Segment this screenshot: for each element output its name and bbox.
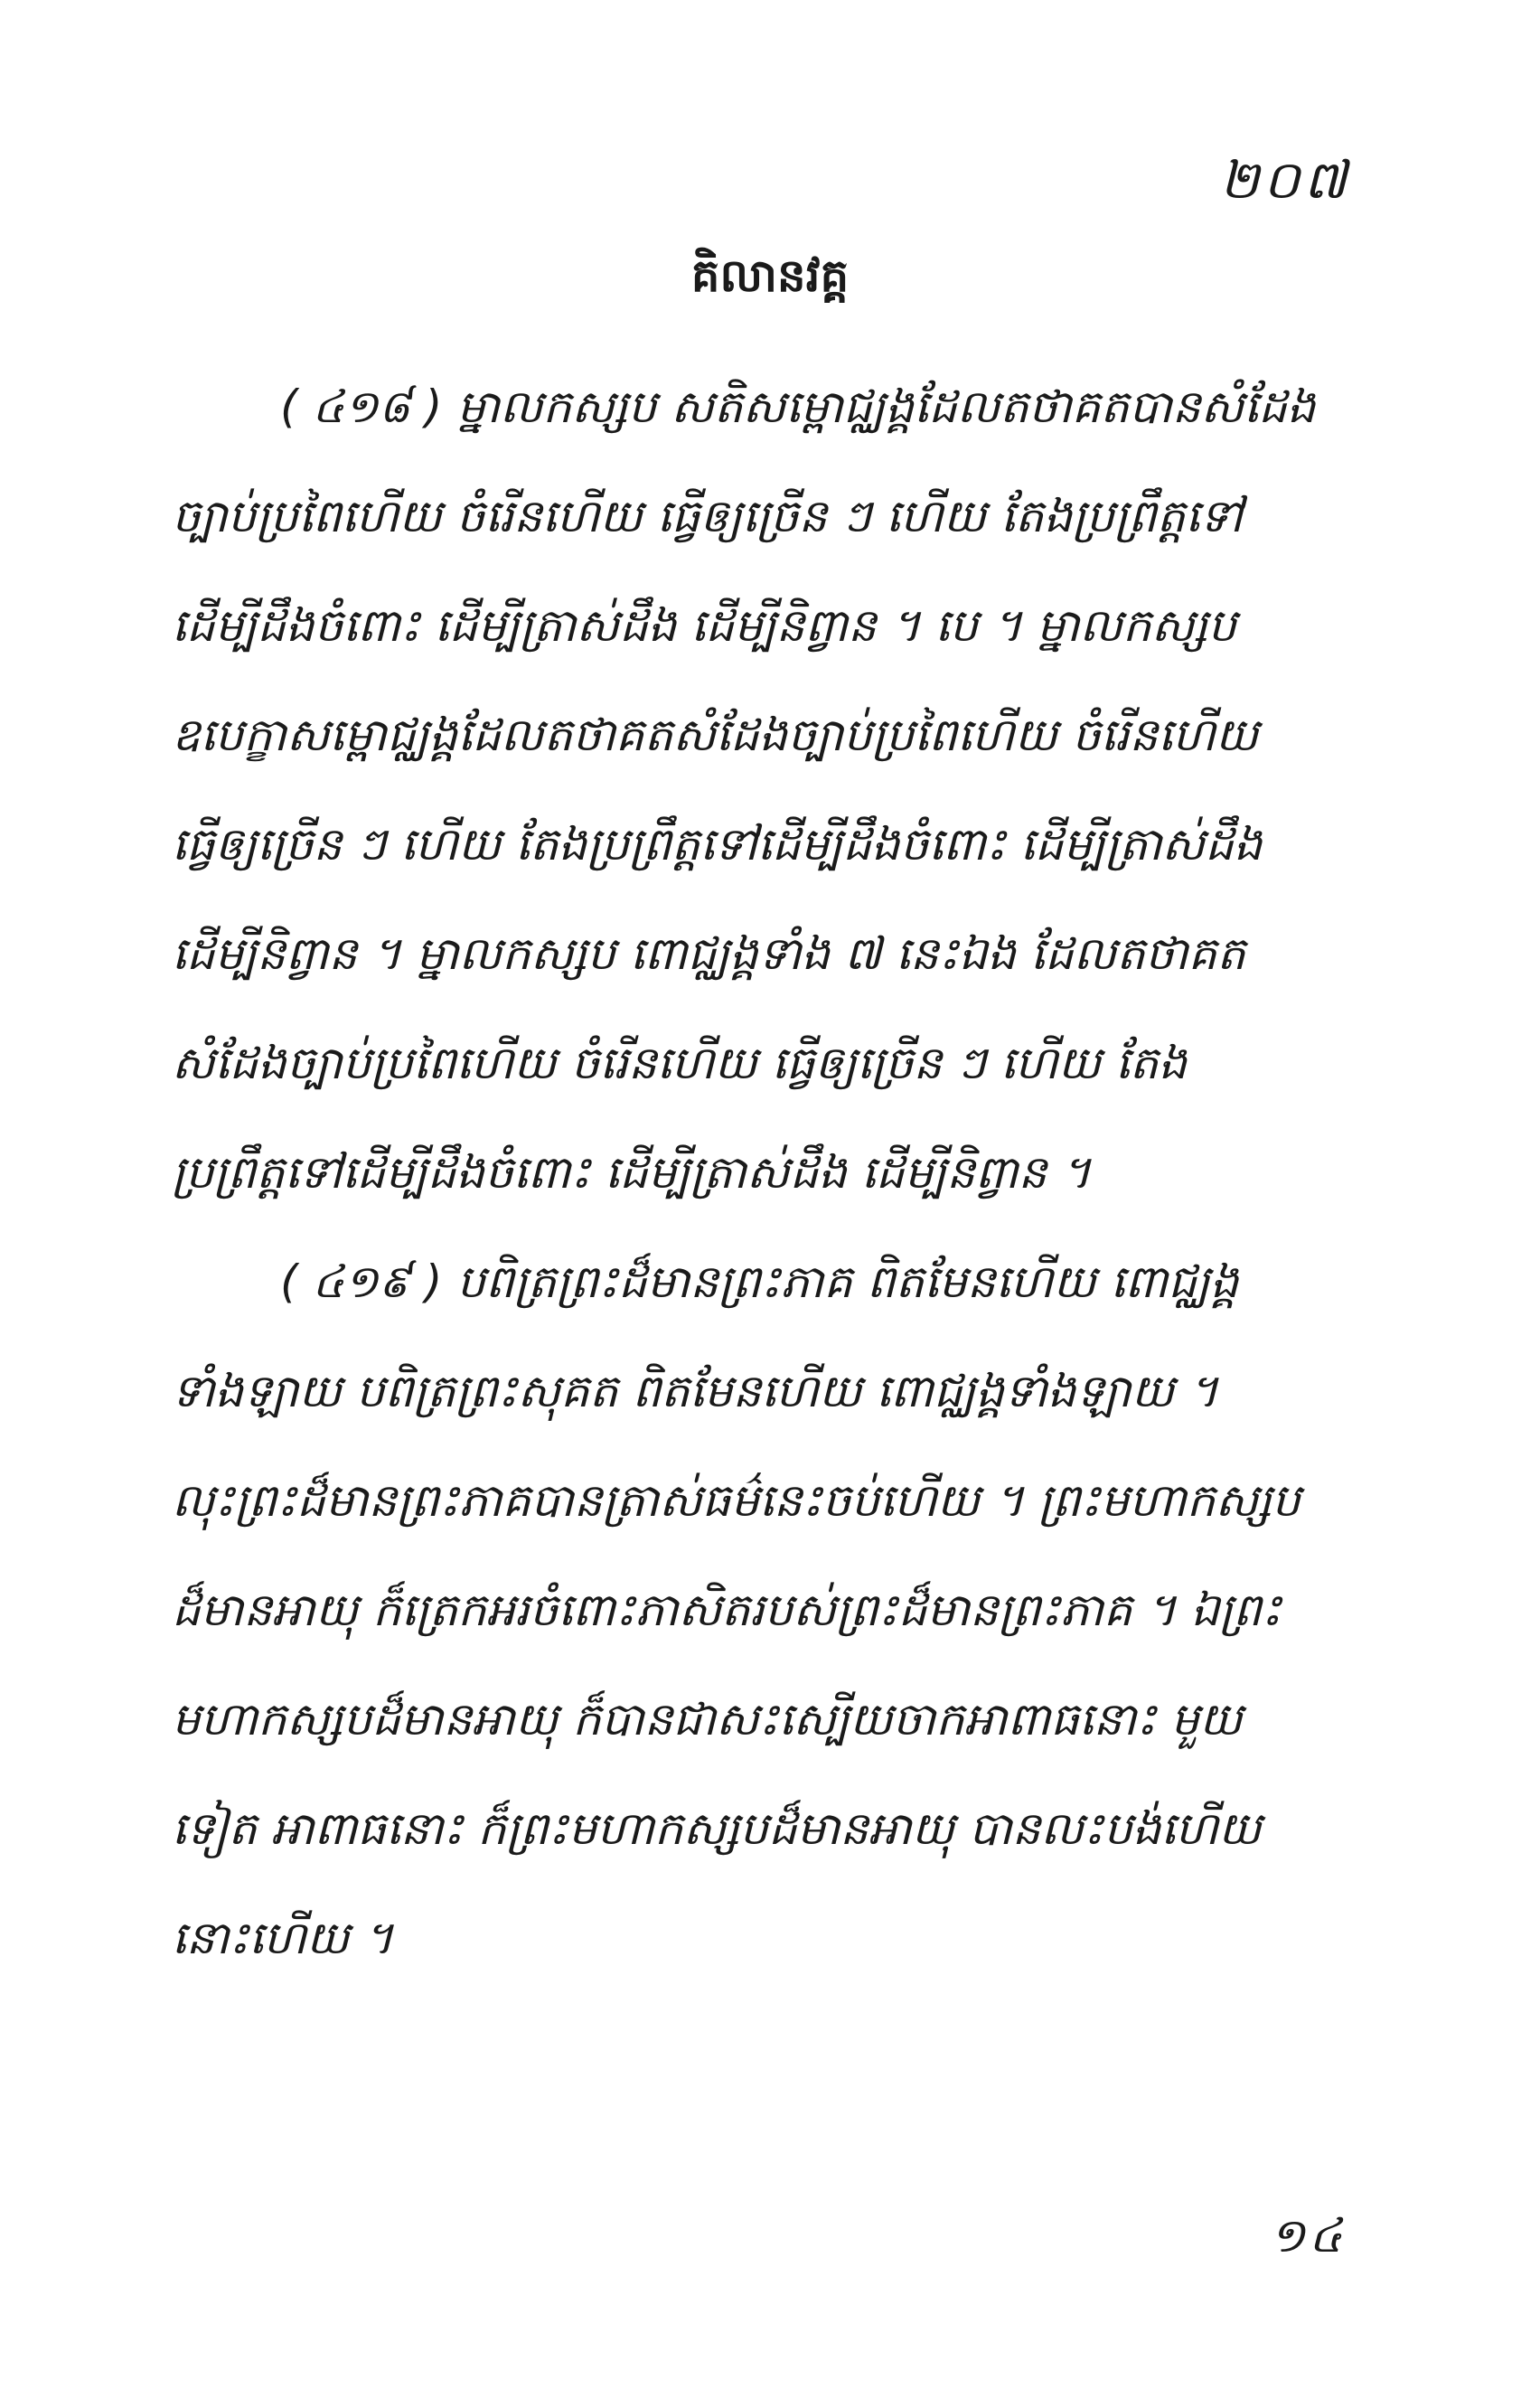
page-number-bottom: ១៤ — [1269, 2209, 1346, 2263]
text-line: ដើម្បីដឹងចំពោះ ដើម្បីត្រាស់ដឹង ដើម្បីនិព្វាន ។ បេ ។ ម្នាលកស្សប — [172, 599, 1237, 652]
paragraph-419 — [172, 1232, 1374, 1998]
text-line: ឧបេក្ខាសម្ពោជ្ឈង្គដែលតថាគតសំដែងច្បាប់ប្រពៃហើយ ចំរើនហើយ — [172, 709, 1259, 761]
body-text — [172, 357, 1374, 1998]
text-line: ( ៤១៨ ) ម្នាលកស្សប សតិសម្ពោជ្ឈង្គដែលតថាគតបានសំដែង — [280, 381, 1316, 433]
page-number-top: ២០៧ — [1219, 149, 1350, 211]
paragraph-418 — [172, 357, 1374, 1232]
text-line: ធ្វើឲ្យច្រើន ៗ ហើយ តែងប្រព្រឹត្តទៅដើម្បីដឹងចំពោះ ដើម្បីត្រាស់ដឹង — [172, 818, 1263, 870]
section-title: គិលានវគ្គ — [690, 249, 850, 302]
text-line: ដើម្បីនិព្វាន ។ ម្នាលកស្សប ពោជ្ឈង្គទាំង ៧ នេះឯង ដែលតថាគត — [172, 927, 1246, 980]
text-line: ដ៏មានអាយុ ក៏ត្រេកអរចំពោះភាសិតរបស់ព្រះដ៏មានព្រះភាគ ។ ឯព្រះ — [172, 1584, 1282, 1636]
text-line: ច្បាប់ប្រពៃហើយ ចំរើនហើយ ធ្វើឲ្យច្រើន ៗ ហើយ តែងប្រព្រឹត្តទៅ — [172, 490, 1243, 542]
text-line: លុះព្រះដ៏មានព្រះភាគបានត្រាស់ធម៌នេះចប់ហើយ ។ ព្រះមហាកស្សប — [172, 1474, 1301, 1527]
text-line: មហាកស្សបដ៏មានអាយុ ក៏បានជាសះស្បើយចាកអាពាធនោះ មួយ — [172, 1693, 1243, 1745]
text-line: ទាំងឡាយ បពិត្រព្រះសុគត ពិតមែនហើយ ពោជ្ឈង្គទាំងឡាយ ។ — [172, 1365, 1219, 1417]
text-line: ទៀត អាពាធនោះ ក៏ព្រះមហាកស្សបដ៏មានអាយុ បានលះបង់ហើយ — [172, 1802, 1262, 1855]
text-line: ប្រព្រឹត្តទៅដើម្បីដឹងចំពោះ ដើម្បីត្រាស់ដឹង ដើម្បីនិព្វាន ។ — [172, 1146, 1092, 1199]
text-line: ( ៤១៩ ) បពិត្រព្រះដ៏មានព្រះភាគ ពិតមែនហើយ ពោជ្ឈង្គ — [280, 1256, 1239, 1308]
text-line: សំដែងច្បាប់ប្រពៃហើយ ចំរើនហើយ ធ្វើឲ្យច្រើន ៗ ហើយ តែង — [172, 1037, 1188, 1089]
text-line: នោះហើយ ។ — [172, 1912, 394, 1964]
